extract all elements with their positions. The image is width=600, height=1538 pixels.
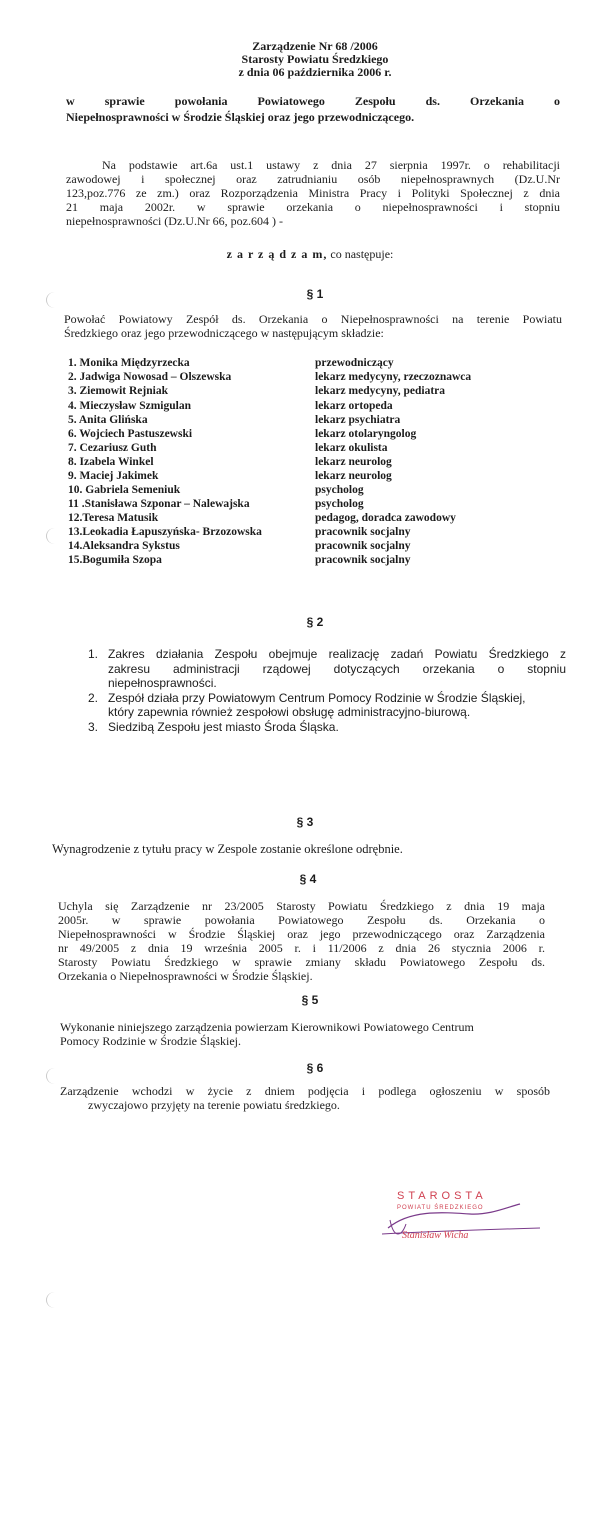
section-6-text: [60, 1084, 550, 1112]
subject-line-2: Niepełnosprawności w Środzie Śląskiej oraz jego przewodniczącego.: [66, 110, 415, 124]
text-line: Zarządzenie wchodzi w życie z dniem podjęcia i podlega ogłoszeniu w sposób: [60, 1084, 550, 1098]
stamp-title: STAROSTA: [397, 1190, 487, 1202]
list-number: 2.: [88, 690, 99, 705]
list-line: zakresu administracji rządowej dotyczących orzekania o stopniu: [108, 661, 566, 676]
intro-line: Średzkiego oraz jego przewodniczącego w następującym składzie:: [64, 326, 384, 340]
member-name: 10. Gabriela Semeniuk: [68, 484, 181, 496]
decree-date: z dnia 06 października 2006 r.: [238, 65, 392, 79]
member-name: 11 .Stanisława Szponar – Nalewajska: [68, 498, 250, 510]
text-line: Uchyla się Zarządzenie nr 23/2005 Starosty Powiatu Średzkiego z dnia 19 maja: [58, 899, 545, 913]
intro-line: Powołać Powiatowy Zespół ds. Orzekania o Niepełnosprawności na terenie Powiatu: [64, 312, 562, 326]
member-role: lekarz psychiatra: [315, 414, 401, 426]
member-name: 6. Wojciech Pastuszewski: [68, 428, 193, 440]
section-4-text: [58, 899, 545, 983]
member-role: pracownik socjalny: [315, 554, 411, 566]
member-role: przewodniczący: [315, 357, 394, 369]
member-role: lekarz neurolog: [315, 456, 392, 468]
stamp-subtitle: POWIATU ŚREDZKIEGO: [397, 1205, 484, 1211]
text-line: nr 49/2005 z dnia 19 września 2005 r. i 11/2006 z dnia 26 stycznia 2006 r.: [58, 941, 545, 955]
list-item: [88, 647, 566, 691]
text-line: Wykonanie niniejszego zarządzenia powierzam Kierownikowi Powiatowego Centrum: [60, 1020, 474, 1034]
list-line: Zakres działania Zespołu obejmuje realizację zadań Powiatu Średzkiego z: [108, 647, 566, 661]
member-role: lekarz medycyny, pediatra: [315, 385, 445, 397]
text-line: Niepełnosprawności w Środzie Śląskiej oraz jego przewodniczącego oraz Zarządzenia: [58, 927, 545, 941]
decree-formula-rest: co następuje:: [327, 247, 394, 261]
section-5-title: § 5: [301, 993, 319, 1007]
member-name: 15.Bogumiła Szopa: [68, 554, 162, 566]
member-list: [0, 0, 600, 600]
preamble-line: zawodowej i społecznej oraz zatrudnianiu osób niepełnosprawnych (Dz.U.Nr: [66, 172, 560, 186]
section-2-title: § 2: [306, 615, 324, 629]
member-role: lekarz otolaryngolog: [315, 428, 417, 440]
list-line: Siedzibą Zespołu jest miasto Środa Śląska.: [108, 719, 339, 734]
member-role: lekarz medycyny, rzeczoznawca: [315, 371, 472, 383]
member-role: psycholog: [315, 484, 364, 496]
punch-hole-mark: [46, 1068, 63, 1084]
preamble-line: Na podstawie art.6a ust.1 ustawy z dnia 27 sierpnia 1997r. o rehabilitacji: [102, 158, 560, 172]
section-6-title: § 6: [306, 1061, 324, 1075]
list-number: 1.: [88, 647, 99, 661]
list-item: [88, 720, 566, 735]
section-3-text: Wynagrodzenie z tytułu pracy w Zespole zostanie określone odrębnie.: [52, 842, 403, 856]
text-line: 2005r. w sprawie powołania Powiatowego Zespołu ds. Orzekania o: [58, 913, 545, 927]
section-2-list: [88, 647, 566, 734]
member-role: pracownik socjalny: [315, 526, 411, 538]
preamble-line: 21 maja 2002r. w sprawie orzekania o niepełnosprawności i stopniu: [66, 200, 560, 214]
list-number: 3.: [88, 719, 99, 734]
member-role: psycholog: [315, 498, 364, 510]
section-1-title: § 1: [306, 287, 324, 301]
member-role: lekarz okulista: [315, 442, 388, 454]
preamble-line: niepełnosprawności (Dz.U.Nr 66, poz.604 ) -: [66, 214, 283, 228]
member-name: 12.Teresa Matusik: [68, 512, 159, 524]
section-4-title: § 4: [299, 872, 317, 886]
list-item: [88, 691, 566, 720]
member-name: 13.Leokadia Łapuszyńska- Brzozowska: [68, 526, 262, 538]
text-line: Starosty Powiatu Średzkiego w sprawie zmiany składu Powiatowego Zespołu ds.: [58, 955, 545, 969]
list-line: który zapewnia również zespołowi obsługę administracyjno-biurową.: [108, 705, 471, 719]
text-line: Orzekania o Niepełnosprawności w Środzie Śląskiej.: [58, 969, 313, 983]
member-name: 1. Monika Międzyrzecka: [68, 357, 190, 369]
decree-title: Zarządzenie Nr 68 /2006: [252, 39, 378, 53]
official-stamp: [380, 1190, 550, 1250]
decree-formula-spaced: z a r z ą d z a m,: [226, 247, 328, 261]
member-name: 3. Ziemowit Rejniak: [68, 385, 168, 397]
list-line: niepełnosprawności.: [108, 676, 217, 690]
section-5-text: [60, 1020, 550, 1048]
text-line: zwyczajowo przyjęty na terenie powiatu średzkiego.: [88, 1098, 340, 1112]
member-name: 9. Maciej Jakimek: [68, 470, 159, 482]
member-role: lekarz ortopeda: [315, 400, 393, 412]
member-name: 4. Mieczysław Szmigulan: [68, 400, 191, 412]
member-name: 8. Izabela Winkel: [68, 456, 154, 468]
stamp-name: Stanisław Wicha: [402, 1230, 469, 1241]
member-name: 5. Anita Glińska: [68, 414, 148, 426]
preamble-line: 123,poz.776 ze zm.) oraz Rozporządzenia Ministra Pracy i Polityki Społecznej z dnia: [66, 186, 560, 200]
list-line: Zespół działa przy Powiatowym Centrum Pomocy Rodzinie w Środzie Śląskiej,: [108, 690, 526, 705]
member-name: 7. Cezariusz Guth: [68, 442, 157, 454]
member-role: lekarz neurolog: [315, 470, 392, 482]
member-name: 2. Jadwiga Nowosad – Olszewska: [68, 371, 232, 383]
signature-mark: [380, 1190, 550, 1250]
section-3-title: § 3: [296, 815, 314, 829]
decree-issuer: Starosty Powiatu Średzkiego: [241, 52, 389, 66]
subject-line-1: w sprawie powołania Powiatowego Zespołu ds. Orzekania o: [66, 94, 561, 108]
text-line: Pomocy Rodzinie w Środzie Śląskiej.: [60, 1034, 241, 1048]
punch-hole-mark: [46, 1292, 63, 1308]
member-role: pracownik socjalny: [315, 540, 411, 552]
member-name: 14.Aleksandra Sykstus: [68, 540, 180, 552]
member-role: pedagog, doradca zawodowy: [315, 512, 456, 524]
